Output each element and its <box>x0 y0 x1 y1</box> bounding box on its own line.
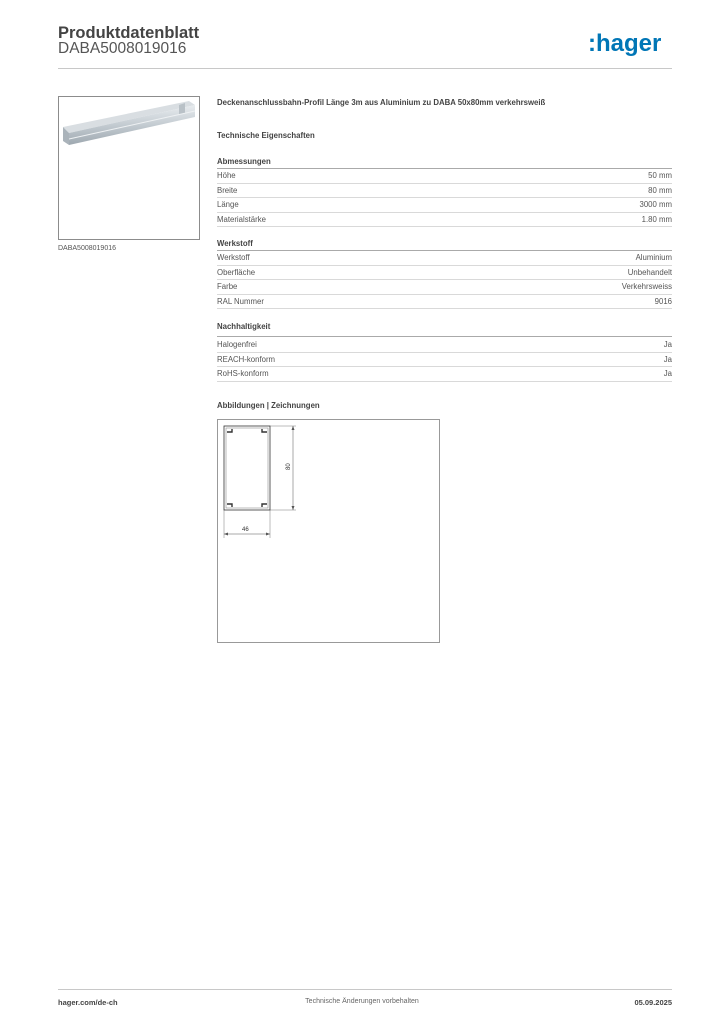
table-row <box>217 213 672 228</box>
row-value: 1.80 mm <box>641 214 672 224</box>
row-value: 3000 mm <box>639 200 672 209</box>
table-row <box>217 367 672 382</box>
table-row <box>217 295 672 310</box>
row-label: RAL Nummer <box>217 296 264 306</box>
row-label: REACH-konform <box>217 354 276 364</box>
table-row <box>217 338 672 353</box>
row-label: Höhe <box>217 171 236 180</box>
row-value: Unbehandelt <box>627 267 672 277</box>
document-title: Produktdatenblatt <box>58 24 200 42</box>
row-label: Oberfläche <box>217 267 256 277</box>
document-subtitle: DABA5008019016 <box>58 40 187 57</box>
section-title-sustainability: Nachhaltigkeit <box>217 322 271 331</box>
row-label: Breite <box>217 185 238 195</box>
row-label: Halogenfrei <box>217 340 257 349</box>
technical-drawing-frame <box>217 419 440 643</box>
row-value: 9016 <box>654 296 672 306</box>
table-row <box>217 184 672 199</box>
table-row <box>217 251 672 266</box>
footer-date: 05.09.2025 <box>634 998 672 1007</box>
table-row <box>217 169 672 184</box>
table-row <box>217 280 672 295</box>
section-divider <box>217 336 672 337</box>
footer-divider <box>58 989 672 990</box>
footer-disclaimer: Technische Änderungen vorbehalten <box>305 998 419 1005</box>
table-row <box>217 353 672 368</box>
row-value: Ja <box>663 369 672 378</box>
dimension-label-width: 46 <box>242 527 249 533</box>
hager-logo <box>586 30 676 58</box>
hager-logo-text: :hager <box>588 30 662 57</box>
row-value: Aluminium <box>635 253 672 262</box>
row-label: Länge <box>217 200 239 209</box>
dimension-label-height: 80 <box>286 463 292 470</box>
row-value: 80 mm <box>648 185 672 195</box>
technical-properties-heading: Technische Eigenschaften <box>217 131 315 140</box>
cross-section-drawing <box>218 420 439 642</box>
table-row <box>217 198 672 213</box>
row-value: Ja <box>663 340 672 349</box>
product-profile-image <box>59 97 199 239</box>
product-image-frame <box>58 96 200 240</box>
row-label: RoHS-konform <box>217 369 269 378</box>
product-title: Deckenanschlussbahn-Profil Länge 3m aus Aluminium zu DABA 50x80mm verkehrsweiß <box>217 98 546 107</box>
section-title-material: Werkstoff <box>217 239 253 248</box>
footer-website: hager.com/de-ch <box>58 998 118 1007</box>
row-label: Werkstoff <box>217 253 250 262</box>
row-value: Ja <box>663 354 672 364</box>
row-label: Farbe <box>217 282 238 291</box>
drawings-heading: Abbildungen | Zeichnungen <box>217 401 320 410</box>
table-row <box>217 266 672 281</box>
row-value: Verkehrsweiss <box>621 282 672 291</box>
row-label: Materialstärke <box>217 214 266 224</box>
row-value: 50 mm <box>648 171 672 180</box>
image-caption: DABA5008019016 <box>58 245 116 252</box>
header-divider <box>58 68 672 69</box>
section-title-dimensions: Abmessungen <box>217 157 271 166</box>
